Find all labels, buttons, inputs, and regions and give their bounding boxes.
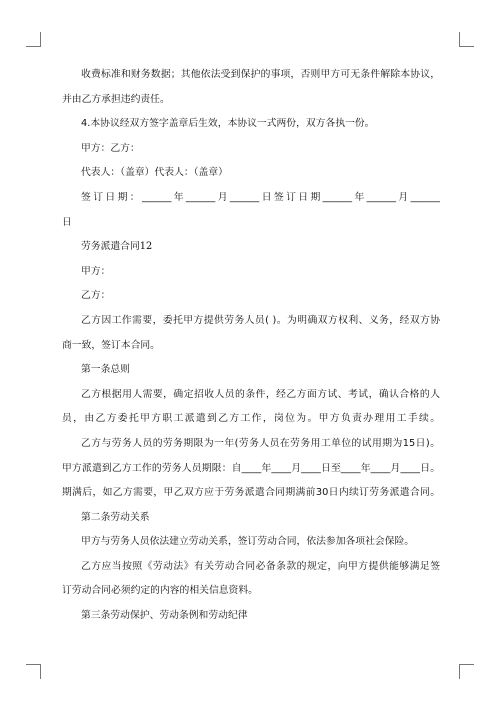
text-line: 商一致，签订本合同。: [62, 339, 160, 351]
text-line: 签订日期：______年______月______日签订日期______年______月______: [81, 191, 440, 203]
document-page: [62, 68, 440, 634]
section-heading: 第一条总则: [81, 364, 130, 376]
text-line: 甲方：: [81, 265, 111, 277]
text-line: 乙方应当按照《劳动法》有关劳动合同必备条款的规定，向甲方提供能够满足签: [81, 560, 440, 572]
text-line: 甲方派遣到乙方工作的劳务人员期限：自____年____月____日至____年____月____日。: [62, 462, 440, 474]
text-line: 乙方根据用人需要，确定招收人员的条件，经乙方面方试、考试，确认合格的人: [81, 388, 440, 400]
text-line: 甲方与劳务人员依法建立劳动关系，签订劳动合同，依法参加各项社会保险。: [81, 536, 415, 548]
text-line: 日: [62, 216, 72, 228]
section-heading: 第三条劳动保护、劳动条例和劳动纪律: [81, 610, 248, 622]
crop-mark-bottom-right: [459, 664, 474, 679]
crop-mark-bottom-left: [26, 664, 41, 679]
text-line: 订劳动合同必须约定的内容的相关信息资料。: [62, 585, 258, 597]
text-line: 收费标准和财务数据；其他依法受到保护的事项，否则甲方可无条件解除本协议，: [81, 69, 440, 80]
text-line: 乙方：: [81, 290, 111, 302]
text-line: 乙方与劳务人员的劳务期限为一年(劳务人员在劳务用工单位的试用期为15日)。: [81, 437, 440, 449]
text-line: 代表人：（盖章）代表人：（盖章）: [81, 167, 228, 179]
crop-mark-top-left: [26, 32, 41, 47]
section-heading: 第二条劳动关系: [81, 511, 150, 523]
text-line: 期满后，如乙方需要，甲乙双方应于劳务派遣合同期满前30日内续订劳务派遣合同。: [62, 487, 440, 499]
text-line: 员，由乙方委托甲方职工派遣到乙方工作，岗位为。甲方负责办理用工手续。: [62, 413, 440, 425]
text-line: 并由乙方承担违约责任。: [62, 93, 170, 105]
text-line: 乙方因工作需要，委托甲方提供劳务人员( )。为明确双方权利、义务，经双方协: [81, 314, 440, 326]
text-line: 甲方：乙方：: [81, 142, 140, 154]
contract-title: 劳务派遣合同12: [81, 241, 153, 253]
crop-mark-top-right: [459, 32, 474, 47]
text-line: 4.本协议经双方签字盖章后生效，本协议一式两份，双方各执一份。: [81, 118, 375, 130]
